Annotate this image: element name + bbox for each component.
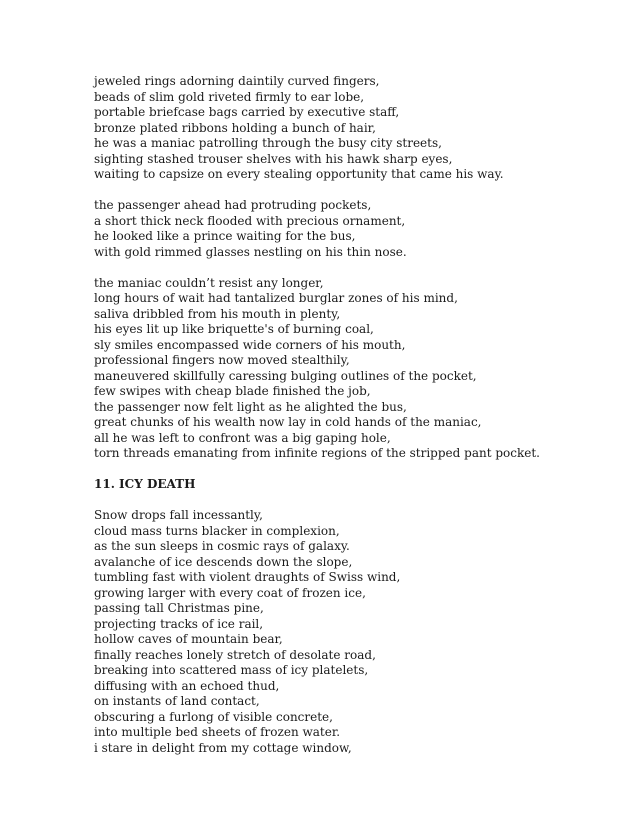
poem-line: into multiple bed sheets of frozen water. [94, 725, 341, 739]
poem-line: sighting stashed trouser shelves with his hawk sharp eyes, [94, 151, 453, 166]
poem-line: portable briefcase bags carried by executive staff, [94, 105, 400, 119]
poem-line: his eyes lit up like briquette's of burning coal, [94, 322, 374, 336]
poem-line: great chunks of his wealth now lay in cold hands of the maniac, [94, 415, 482, 429]
poem-line: obscuring a furlong of visible concrete, [94, 709, 333, 724]
poem-line: tumbling fast with violent draughts of Swiss wind, [94, 570, 401, 584]
poem-line: professional fingers now moved stealthily, [94, 353, 350, 367]
poem-line: the maniac couldn’t resist any longer, [94, 275, 324, 290]
poem-line: the passenger now felt light as he alighted the bus, [94, 399, 407, 414]
poem-stanza-2 [94, 198, 614, 260]
poem-line: cloud mass turns blacker in complexion, [94, 523, 340, 538]
poem-line: beads of slim gold riveted firmly to ear lobe, [94, 89, 365, 104]
poem-line: on instants of land contact, [94, 694, 260, 708]
poem-line: he looked like a prince waiting for the bus, [94, 229, 356, 243]
poem-line: few swipes with cheap blade finished the job, [94, 384, 371, 398]
poem-line: growing larger with every coat of frozen ice, [94, 585, 366, 600]
poem-line: a short thick neck flooded with precious ornament, [94, 213, 406, 228]
poem-line: long hours of wait had tantalized burglar zones of his mind, [94, 291, 458, 305]
poem-line: avalanche of ice descends down the slope, [94, 554, 353, 569]
poem-line: saliva dribbled from his mouth in plenty, [94, 306, 341, 321]
poem-line: finally reaches lonely stretch of desolate road, [94, 647, 376, 662]
poem-line: i stare in delight from my cottage window, [94, 740, 352, 755]
document-body [94, 74, 614, 756]
poem-line: hollow caves of mountain bear, [94, 632, 283, 646]
poem-stanza-3 [94, 276, 614, 462]
poem-line: diffusing with an echoed thud, [94, 678, 280, 693]
poem-line: all he was left to confront was a big gaping hole, [94, 430, 391, 445]
poem-line: jeweled rings adorning daintily curved fingers, [94, 74, 380, 88]
poem-line: passing tall Christmas pine, [94, 601, 264, 615]
poem-stanza-1 [94, 74, 614, 183]
poem-line: as the sun sleeps in cosmic rays of galaxy. [94, 539, 350, 553]
poem-line: sly smiles encompassed wide corners of his mouth, [94, 337, 406, 352]
poem-line: maneuvered skillfully caressing bulging outlines of the pocket, [94, 368, 477, 383]
poem-line: Snow drops fall incessantly, [94, 508, 263, 522]
poem-line: he was a maniac patrolling through the busy city streets, [94, 136, 442, 150]
poem-line: waiting to capsize on every stealing opportunity that came his way. [94, 167, 504, 181]
poem-line: bronze plated ribbons holding a bunch of hair, [94, 120, 376, 135]
poem-line: with gold rimmed glasses nestling on his thin nose. [94, 244, 407, 259]
poem-line: torn threads emanating from infinite regions of the stripped pant pocket. [94, 446, 540, 460]
poem-line: breaking into scattered mass of icy platelets, [94, 663, 369, 677]
poem-title: 11. ICY DEATH [94, 477, 196, 491]
poem-line: projecting tracks of ice rail, [94, 616, 264, 631]
poem-stanza-icy-death [94, 508, 614, 756]
poem-line: the passenger ahead had protruding pockets, [94, 198, 372, 212]
